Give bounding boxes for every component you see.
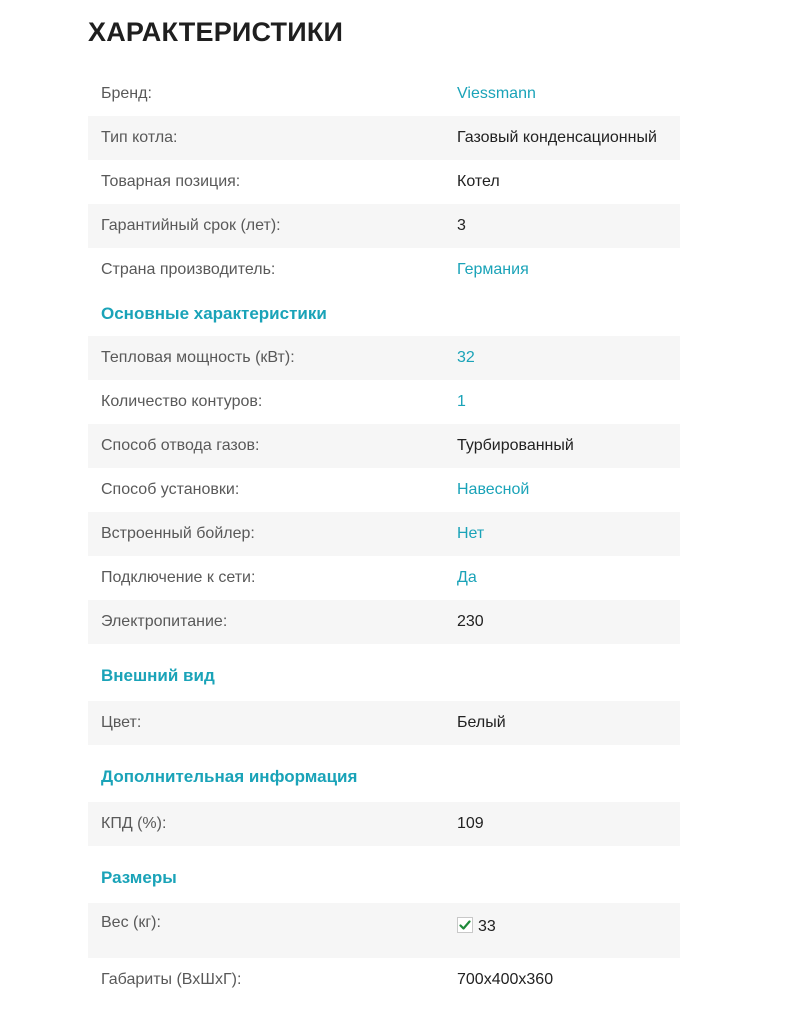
country-link[interactable]: Германия (457, 261, 529, 278)
spec-value: Турбированный (457, 437, 574, 454)
spec-label: Подключение к сети: (101, 569, 256, 586)
spec-value: Газовый конденсационный (457, 129, 657, 146)
spec-value: 109 (457, 815, 484, 832)
spec-row-product-position (88, 160, 680, 204)
section-heading-text: Внешний вид (101, 666, 215, 685)
circuits-link[interactable]: 1 (457, 393, 466, 410)
section-heading-main (88, 292, 680, 336)
spec-row-weight (88, 903, 680, 958)
spec-row-network (88, 556, 680, 600)
page-title: ХАРАКТЕРИСТИКИ (88, 17, 344, 47)
spec-label: Вес (кг): (101, 914, 161, 931)
spec-row-circuits (88, 380, 680, 424)
spec-row-flue-type (88, 424, 680, 468)
section-heading-text: Основные характеристики (101, 304, 327, 323)
spec-label: Тип котла: (101, 129, 178, 146)
built-in-boiler-link[interactable]: Нет (457, 525, 485, 542)
spec-row-boiler (88, 512, 680, 556)
section-heading-text: Дополнительная информация (101, 767, 358, 786)
spec-row-installation (88, 468, 680, 512)
spec-label: Способ установки: (101, 481, 240, 498)
spec-row-thermal-power (88, 336, 680, 380)
spec-label: Встроенный бойлер: (101, 525, 255, 542)
installation-link[interactable]: Навесной (457, 481, 530, 498)
spec-row-brand (88, 72, 680, 116)
spec-value-weight (457, 917, 496, 936)
section-heading-dimensions (88, 846, 680, 903)
weight-value: 33 (478, 918, 496, 935)
spec-row-color (88, 701, 680, 745)
spec-label: Способ отвода газов: (101, 437, 260, 454)
spec-label: Страна производитель: (101, 261, 276, 278)
section-heading-text: Размеры (101, 868, 177, 887)
checkmark-icon (457, 917, 473, 933)
spec-row-boiler-type (88, 116, 680, 160)
spec-row-power-supply (88, 600, 680, 644)
spec-label: КПД (%): (101, 815, 167, 832)
brand-link[interactable]: Viessmann (457, 85, 536, 102)
spec-value: 3 (457, 217, 466, 234)
spec-label: Количество контуров: (101, 393, 263, 410)
section-heading-appearance (88, 644, 680, 701)
specifications-table (88, 72, 680, 1002)
thermal-power-link[interactable]: 32 (457, 349, 475, 366)
spec-value: Котел (457, 173, 500, 190)
spec-value: 700x400x360 (457, 971, 554, 988)
network-connection-link[interactable]: Да (457, 569, 477, 586)
spec-label: Тепловая мощность (кВт): (101, 349, 295, 366)
spec-label: Гарантийный срок (лет): (101, 217, 281, 234)
spec-row-efficiency (88, 802, 680, 846)
spec-row-warranty (88, 204, 680, 248)
spec-label: Товарная позиция: (101, 173, 241, 190)
spec-label: Габариты (ВхШхГ): (101, 971, 242, 988)
spec-value: Белый (457, 714, 506, 731)
spec-value: 230 (457, 613, 484, 630)
section-heading-extra (88, 745, 680, 802)
spec-label: Цвет: (101, 714, 142, 731)
spec-row-country (88, 248, 680, 292)
spec-label: Бренд: (101, 85, 152, 102)
spec-row-dimensions (88, 958, 680, 1002)
spec-label: Электропитание: (101, 613, 228, 630)
